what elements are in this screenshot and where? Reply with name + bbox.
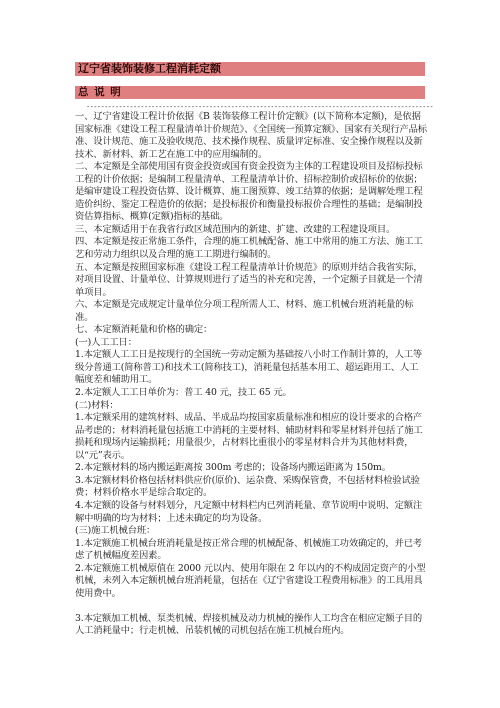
paragraph-gap xyxy=(75,600,427,613)
document-body xyxy=(75,111,427,638)
document-title: 辽宁省装饰装修工程消耗定额 xyxy=(75,62,425,76)
labor-item-2: 2.本定额人工工日单价为：普工 40 元，技工 65 元。 xyxy=(75,387,292,399)
paragraph-1: 一、辽宁省建设工程计价依据《B 装饰装修工程计价定额》(以下简称本定额)，是依据国家标准《建设工程工程量清单计价规范》、《全国统一预算定额》、国家有关现行产品标准、设计规范、施工及验收规范、技术操作规程、质量评定标准、安全操作规程以及新技术、新材料、新工艺在施工中的应用编制的。 xyxy=(75,111,427,160)
subheading-materials: (二)材料： xyxy=(75,399,119,411)
section-heading: 总 说 明 xyxy=(75,86,425,99)
machinery-item-1: 1.本定额施工机械台班消耗量是按正常合理的机械配备、机械施工功效确定的，并已考虑了机械幅度差因素。 xyxy=(75,537,423,562)
paragraph-2: 二、本定额是全部使用国有资金投资或国有资金投资为主体的工程建设项目及招标投标工程的计价依据；是编制工程量清单、工程量清单计价、招标控制价或招标价的依据；是编审建设工程投资估算、设计概算、施工图预算、竣工结算的依据；是调解处理工程造价纠纷、鉴定工程造价的依据；是投标报价和衡量投标报价合理性的基础；是编制投资估算指标、概算(定额)指标的基础。 xyxy=(75,161,423,223)
paragraph-6: 六、本定额是完成规定计量单位分项工程所需人工、材料、施工机械台班消耗量的标准。 xyxy=(75,299,414,323)
materials-item-3: 3.本定额材料价格包括材料供应价(原价)、运杂费、采购保管费，不包括材料检验试验费；材料价格水平是综合取定的。 xyxy=(75,474,420,499)
machinery-item-2: 2.本定额施工机械原值在 2000 元以内、使用年限在 2 年以内的不构成固定资产的小型机械，未列入本定额机械台班消耗量，包括在《辽宁省建设工程费用标准》的工具用具使用费中。 xyxy=(75,562,426,599)
subheading-labor: (一)人工工日： xyxy=(75,336,137,348)
paragraph-4: 四、本定额是按正常施工条件，合理的施工机械配备、施工中常用的施工方法、施工工艺和劳动力组织以及合理的施工工期进行编制的。 xyxy=(75,236,423,261)
paragraph-3: 三、本定额适用于在我省行政区域范围内的新建、扩建、改建的工程建设项目。 xyxy=(75,223,396,235)
divider-rule: ------------------------------------------------------------------------------------------------ xyxy=(86,103,433,111)
paragraph-7: 七、本定额消耗量和价格的确定： xyxy=(75,324,213,336)
machinery-item-3: 3.本定额加工机械、泵类机械、焊接机械及动力机械的操作人工均含在相应定额子目的人工消耗量中；行走机械、吊装机械的司机包括在施工机械台班内。 xyxy=(75,612,423,637)
materials-item-4: 4.本定额的设备与材料划分，凡定额中材料栏内已列消耗量、章节说明中说明、定额注解中明确的均为材料；上述未确定的均为设备。 xyxy=(75,499,423,524)
paragraph-5: 五、本定额是按照国家标准《建设工程工程量清单计价规范》的原则并结合我省实际，对项目设置、计量单位、计算规则进行了适当的补充和完善，一个定额子目就是一个清单项目。 xyxy=(75,261,423,298)
subheading-machinery: (三)施工机械台班： xyxy=(75,525,156,537)
labor-item-1: 1.本定额人工工日是按现行的全国统一劳动定额为基础按八小时工作制计算的，人工等级分普通工(简称普工)和技术工(简称技工)，消耗量包括基本用工、超运距用工、人工幅度差和辅助用工。 xyxy=(75,349,423,386)
materials-item-2: 2.本定额材料的场内搬运距离按 300m 考虑的；设备场内搬运距离为 150m。 xyxy=(75,462,391,474)
materials-item-1: 1.本定额采用的建筑材料、成品、半成品均按国家质量标准和相应的设计要求的合格产品考虑的；材料消耗量包括施工中消耗的主要材料、辅助材料和零星材料并包括了施工损耗和现场内运输损耗；用量很少，占材料比重很小的零星材料合并为其他材料费，以“元”表示。 xyxy=(75,412,423,461)
